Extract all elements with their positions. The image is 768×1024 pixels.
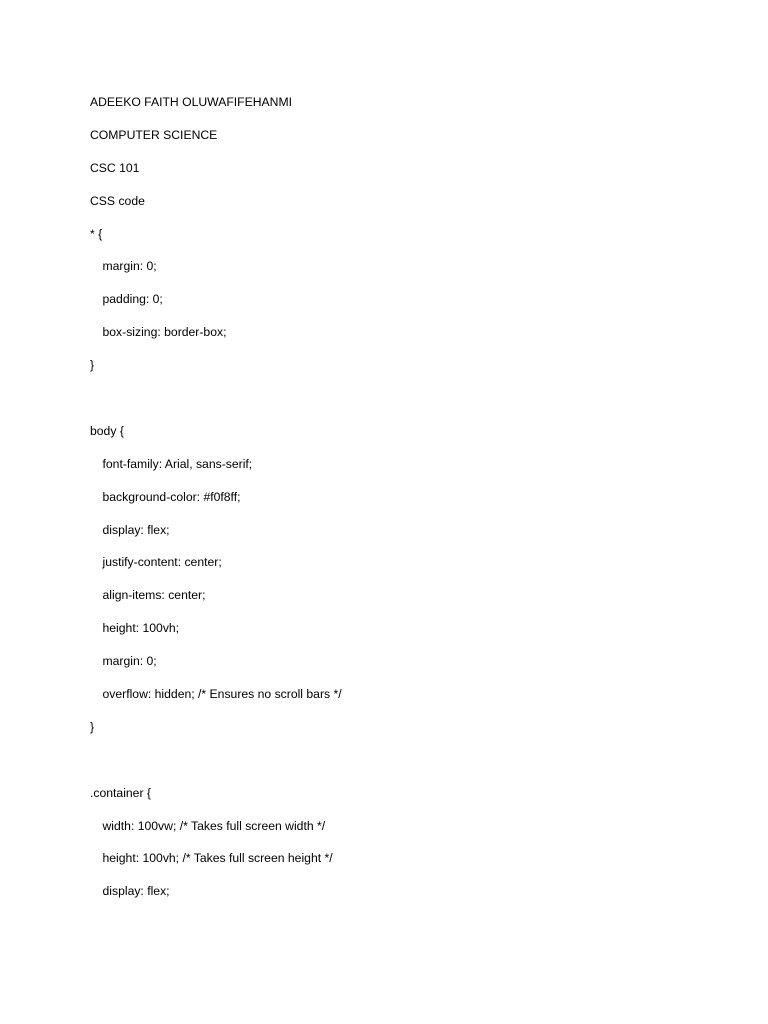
code-line: justify-content: center; [102, 555, 222, 570]
code-line: } [90, 358, 95, 373]
code-line: width: 100vw; /* Takes full screen width */ [102, 818, 326, 833]
code-line: body { [90, 423, 124, 438]
code-line: margin: 0; [102, 654, 157, 669]
code-line: display: flex; [102, 522, 170, 537]
code-line: * { [90, 226, 103, 241]
code-line: height: 100vh; [102, 621, 180, 636]
section-title: CSS code [90, 193, 145, 208]
course-code: CSC 101 [90, 160, 140, 175]
code-line: margin: 0; [102, 259, 157, 274]
code-line: } [90, 719, 95, 734]
code-line: height: 100vh; /* Takes full screen height */ [102, 851, 333, 866]
code-line: padding: 0; [102, 292, 163, 307]
code-line: box-sizing: border-box; [102, 325, 227, 340]
document-body [90, 94, 730, 916]
code-line: align-items: center; [102, 588, 206, 603]
code-line: overflow: hidden; /* Ensures no scroll bars */ [102, 687, 342, 702]
code-line: background-color: #f0f8ff; [102, 489, 241, 504]
code-line: font-family: Arial, sans-serif; [102, 456, 253, 471]
author-name: ADEEKO FAITH OLUWAFIFEHANMI [90, 95, 293, 109]
blank-line [90, 752, 730, 785]
code-line: display: flex; [102, 884, 170, 899]
department: COMPUTER SCIENCE [90, 127, 218, 142]
code-line: .container { [90, 785, 151, 800]
blank-line [90, 390, 730, 423]
